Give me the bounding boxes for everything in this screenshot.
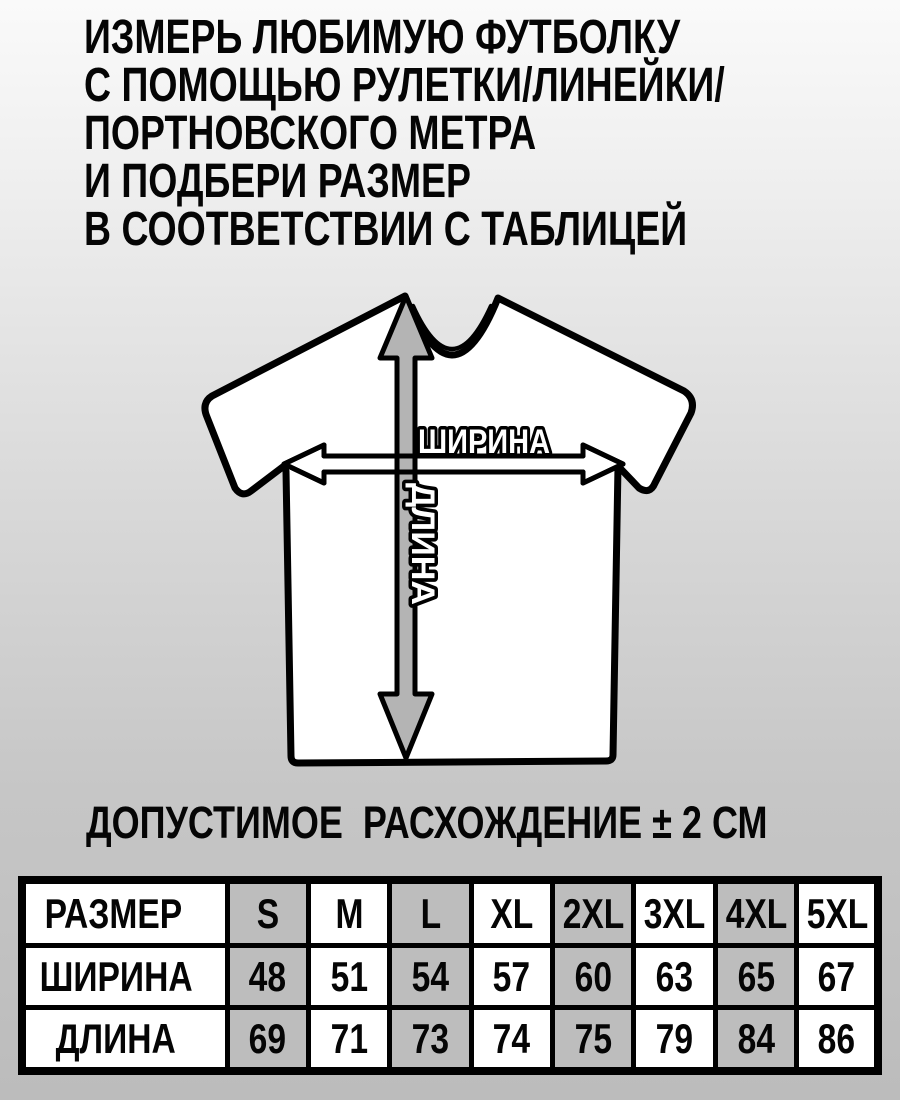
table-cell: 79 [634,1008,715,1072]
instructions-line-4: И ПОДБЕРИ РАЗМЕР [84,155,472,208]
header-cell-4xl: 4XL [715,880,796,946]
table-cell: 75 [553,1008,634,1072]
instructions-text [84,11,725,256]
table-cell: 74 [471,1008,552,1072]
row-label-width: ШИРИНА [22,946,227,1008]
table-cell: 69 [227,1008,308,1072]
table-row-length [22,1008,878,1072]
header-cell-l: L [390,880,471,946]
instructions-line-2: С ПОМОЩЬЮ РУЛЕТКИ/ЛИНЕЙКИ/ [84,59,725,112]
instructions-line-5: В СООТВЕТСТВИИ С ТАБЛИЦЕЙ [84,203,688,256]
length-arrow-label: ДЛИНА [405,483,441,598]
tshirt-diagram [150,270,770,780]
table-cell: 84 [715,1008,796,1072]
table-cell: 63 [634,946,715,1008]
size-table-header-row [22,880,878,946]
size-table [18,876,882,1075]
table-cell: 67 [797,946,878,1008]
instructions-line-3: ПОРТНОВСКОГО МЕТРА [84,107,537,160]
tolerance-note: ДОПУСТИМОЕ РАСХОЖДЕНИЕ ± 2 СМ [86,797,768,848]
table-cell: 57 [471,946,552,1008]
instructions-line-1: ИЗМЕРЬ ЛЮБИМУЮ ФУТБОЛКУ [84,11,681,64]
header-cell-xl: XL [471,880,552,946]
table-cell: 65 [715,946,796,1008]
table-row-width [22,946,878,1008]
table-cell: 86 [797,1008,878,1072]
header-cell-5xl: 5XL [797,880,878,946]
header-cell-2xl: 2XL [553,880,634,946]
header-cell-s: S [227,880,308,946]
table-cell: 73 [390,1008,471,1072]
table-cell: 71 [308,1008,389,1072]
width-arrow-label: ШИРИНА [418,423,550,461]
table-cell: 54 [390,946,471,1008]
header-cell-3xl: 3XL [634,880,715,946]
row-label-length: ДЛИНА [22,1008,227,1072]
header-cell-size: РАЗМЕР [22,880,227,946]
table-cell: 48 [227,946,308,1008]
table-cell: 60 [553,946,634,1008]
table-cell: 51 [308,946,389,1008]
tshirt-outline [205,296,693,763]
header-cell-m: M [308,880,389,946]
